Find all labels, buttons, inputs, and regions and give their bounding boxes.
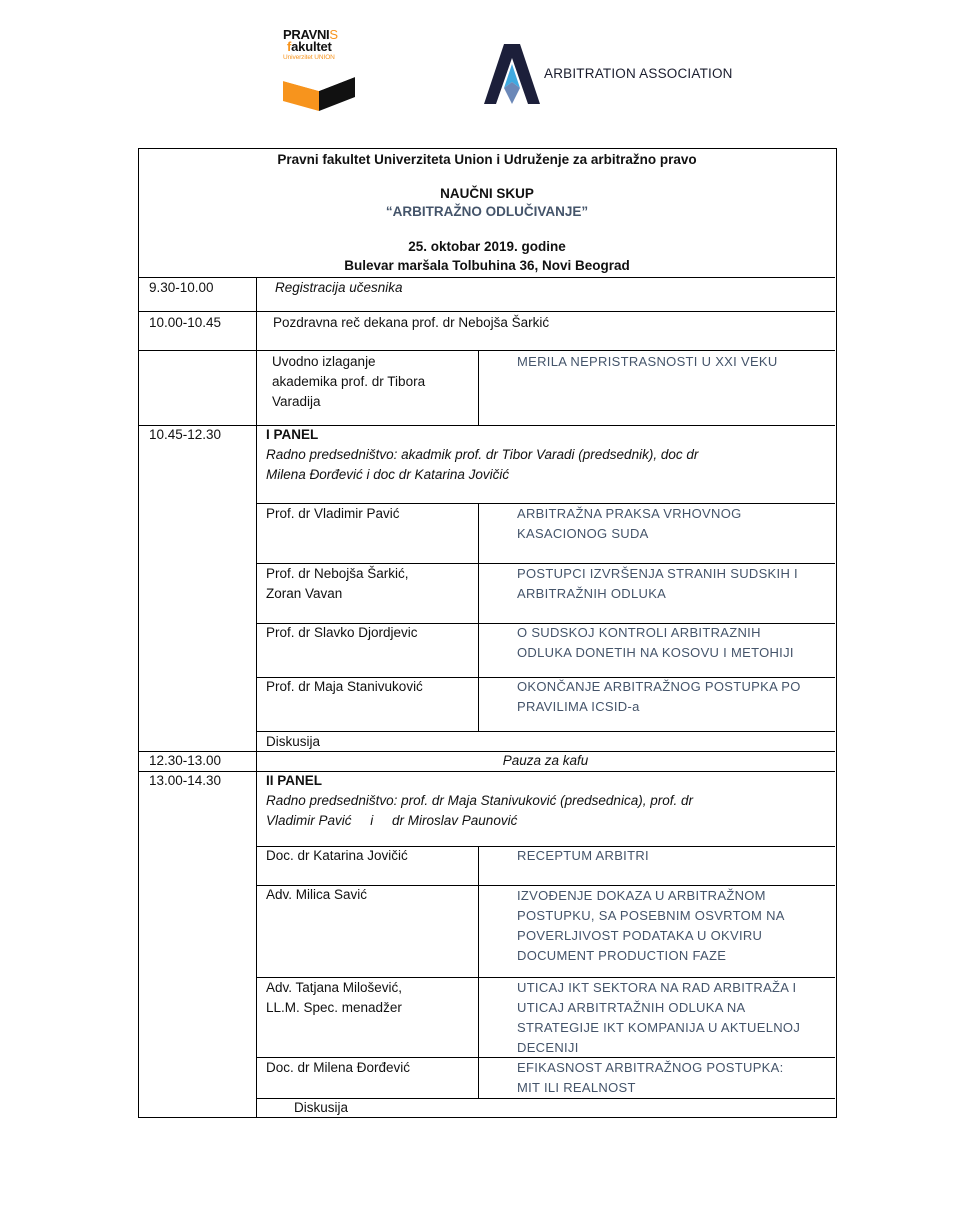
session-text: Pozdravna reč dekana prof. dr Nebojša Šarkić <box>273 315 550 330</box>
logo-line-2: fakultet <box>287 39 332 54</box>
event-type: NAUČNI SKUP <box>440 186 534 201</box>
talk-topic: KASACIONOG SUDA <box>517 526 649 541</box>
speaker-line: Zoran Vavan <box>266 586 343 601</box>
discussion: Diskusija <box>294 1100 349 1115</box>
speaker-line: Doc. dr Katarina Jovičić <box>266 848 408 863</box>
event-date: 25. oktobar 2019. godine <box>408 239 566 254</box>
panel-chair: Radno predsedništvo: akadmik prof. dr Tibor Varadi (predsednik), doc dr <box>266 447 699 462</box>
speaker-line: Prof. dr Slavko Djordjevic <box>266 625 418 640</box>
program-table <box>138 148 837 1118</box>
talk-topic: MERILA NEPRISTRASNOSTI U XXI VEKU <box>517 354 778 369</box>
organizers: Pravni fakultet Univerziteta Union i Udruženje za arbitražno pravo <box>277 152 697 167</box>
talk-topic: POSTUPKU, SA POSEBNIM OSVRTOM NA <box>517 908 785 923</box>
panel-chair: Radno predsedništvo: prof. dr Maja Stanivuković (predsednica), prof. dr <box>266 793 693 808</box>
pravni-fakultet-logo <box>283 29 358 109</box>
logo-line-3: Univerzitet UNION <box>283 54 335 61</box>
talk-topic: ARBITRAŽNA PRAKSA VRHOVNOG <box>517 506 742 521</box>
association-name: ARBITRATION ASSOCIATION <box>544 66 733 81</box>
event-title: “ARBITRAŽNO ODLUČIVANJE” <box>385 204 589 219</box>
time-slot: 10.00-10.45 <box>149 315 222 330</box>
talk-topic: UTICAJ ARBITRTAŽNIH ODLUKA NA <box>517 1000 746 1015</box>
divider <box>139 350 835 351</box>
logo-line-1: PRAVNIS <box>283 27 338 42</box>
speaker-line: Uvodno izlaganje <box>272 354 376 369</box>
talk-topic: EFIKASNOST ARBITRAŽNOG POSTUPKA: <box>517 1060 784 1075</box>
talk-topic: ARBITRAŽNIH ODLUKA <box>517 586 667 601</box>
discussion: Diskusija <box>266 734 321 749</box>
time-slot: 9.30-10.00 <box>149 280 214 295</box>
time-slot: 12.30-13.00 <box>149 753 222 768</box>
triangle-a-icon <box>484 44 540 104</box>
divider <box>256 278 257 1118</box>
talk-topic: DECENIJI <box>517 1040 579 1055</box>
speaker-line: Prof. dr Nebojša Šarkić, <box>266 566 409 581</box>
talk-topic: ODLUKA DONETIH NA KOSOVU I METOHIJI <box>517 645 794 660</box>
divider <box>478 350 479 425</box>
divider <box>478 846 479 1098</box>
speaker-line: Prof. dr Maja Stanivuković <box>266 679 423 694</box>
talk-topic: OKONČANJE ARBITRAŽNOG POSTUPKA PO <box>517 679 801 694</box>
talk-topic: O SUDSKOJ KONTROLI ARBITRAZNIH <box>517 625 761 640</box>
divider <box>139 771 835 772</box>
speaker-line: Doc. dr Milena Đorđević <box>266 1060 411 1075</box>
time-slot: 10.45-12.30 <box>149 427 222 442</box>
speaker-line: Adv. Milica Savić <box>266 887 368 902</box>
speaker-line: Prof. dr Vladimir Pavić <box>266 506 400 521</box>
divider <box>256 731 835 732</box>
speaker-line: Adv. Tatjana Milošević, <box>266 980 403 995</box>
book-icon <box>283 73 355 111</box>
time-slot: 13.00-14.30 <box>149 773 222 788</box>
speaker-line: akademika prof. dr Tibora <box>272 374 426 389</box>
divider <box>139 311 835 312</box>
event-venue: Bulevar maršala Tolbuhina 36, Novi Beograd <box>344 258 630 273</box>
divider <box>478 503 479 731</box>
talk-topic: MIT ILI REALNOST <box>517 1080 636 1095</box>
talk-topic: POVERLJIVOST PODATAKA U OKVIRU <box>517 928 763 943</box>
session-text: Registracija učesnika <box>275 280 403 295</box>
program-header <box>139 149 835 278</box>
talk-topic: IZVOĐENJE DOKAZA U ARBITRAŽNOM <box>517 888 766 903</box>
speaker-line: Varadija <box>272 394 321 409</box>
talk-topic: RECEPTUM ARBITRI <box>517 848 649 863</box>
talk-topic: DOCUMENT PRODUCTION FAZE <box>517 948 727 963</box>
talk-topic: STRATEGIJE IKT KOMPANIJA U AKTUELNOJ <box>517 1020 801 1035</box>
panel-chair: Milena Đorđević i doc dr Katarina Jovičić <box>266 467 510 482</box>
speaker-line: LL.M. Spec. menadžer <box>266 1000 402 1015</box>
talk-topic: POSTUPCI IZVRŠENJA STRANIH SUDSKIH I <box>517 566 798 581</box>
panel-title: II PANEL <box>266 773 323 788</box>
panel-chair: Vladimir Pavić i dr Miroslav Paunović <box>266 813 518 828</box>
talk-topic: UTICAJ IKT SEKTORA NA RAD ARBITRAŽA I <box>517 980 797 995</box>
session-text: Pauza za kafu <box>502 753 589 768</box>
arbitration-association-logo <box>484 44 764 106</box>
talk-topic: PRAVILIMA ICSID-a <box>517 699 640 714</box>
divider <box>139 425 835 426</box>
panel-title: I PANEL <box>266 427 319 442</box>
